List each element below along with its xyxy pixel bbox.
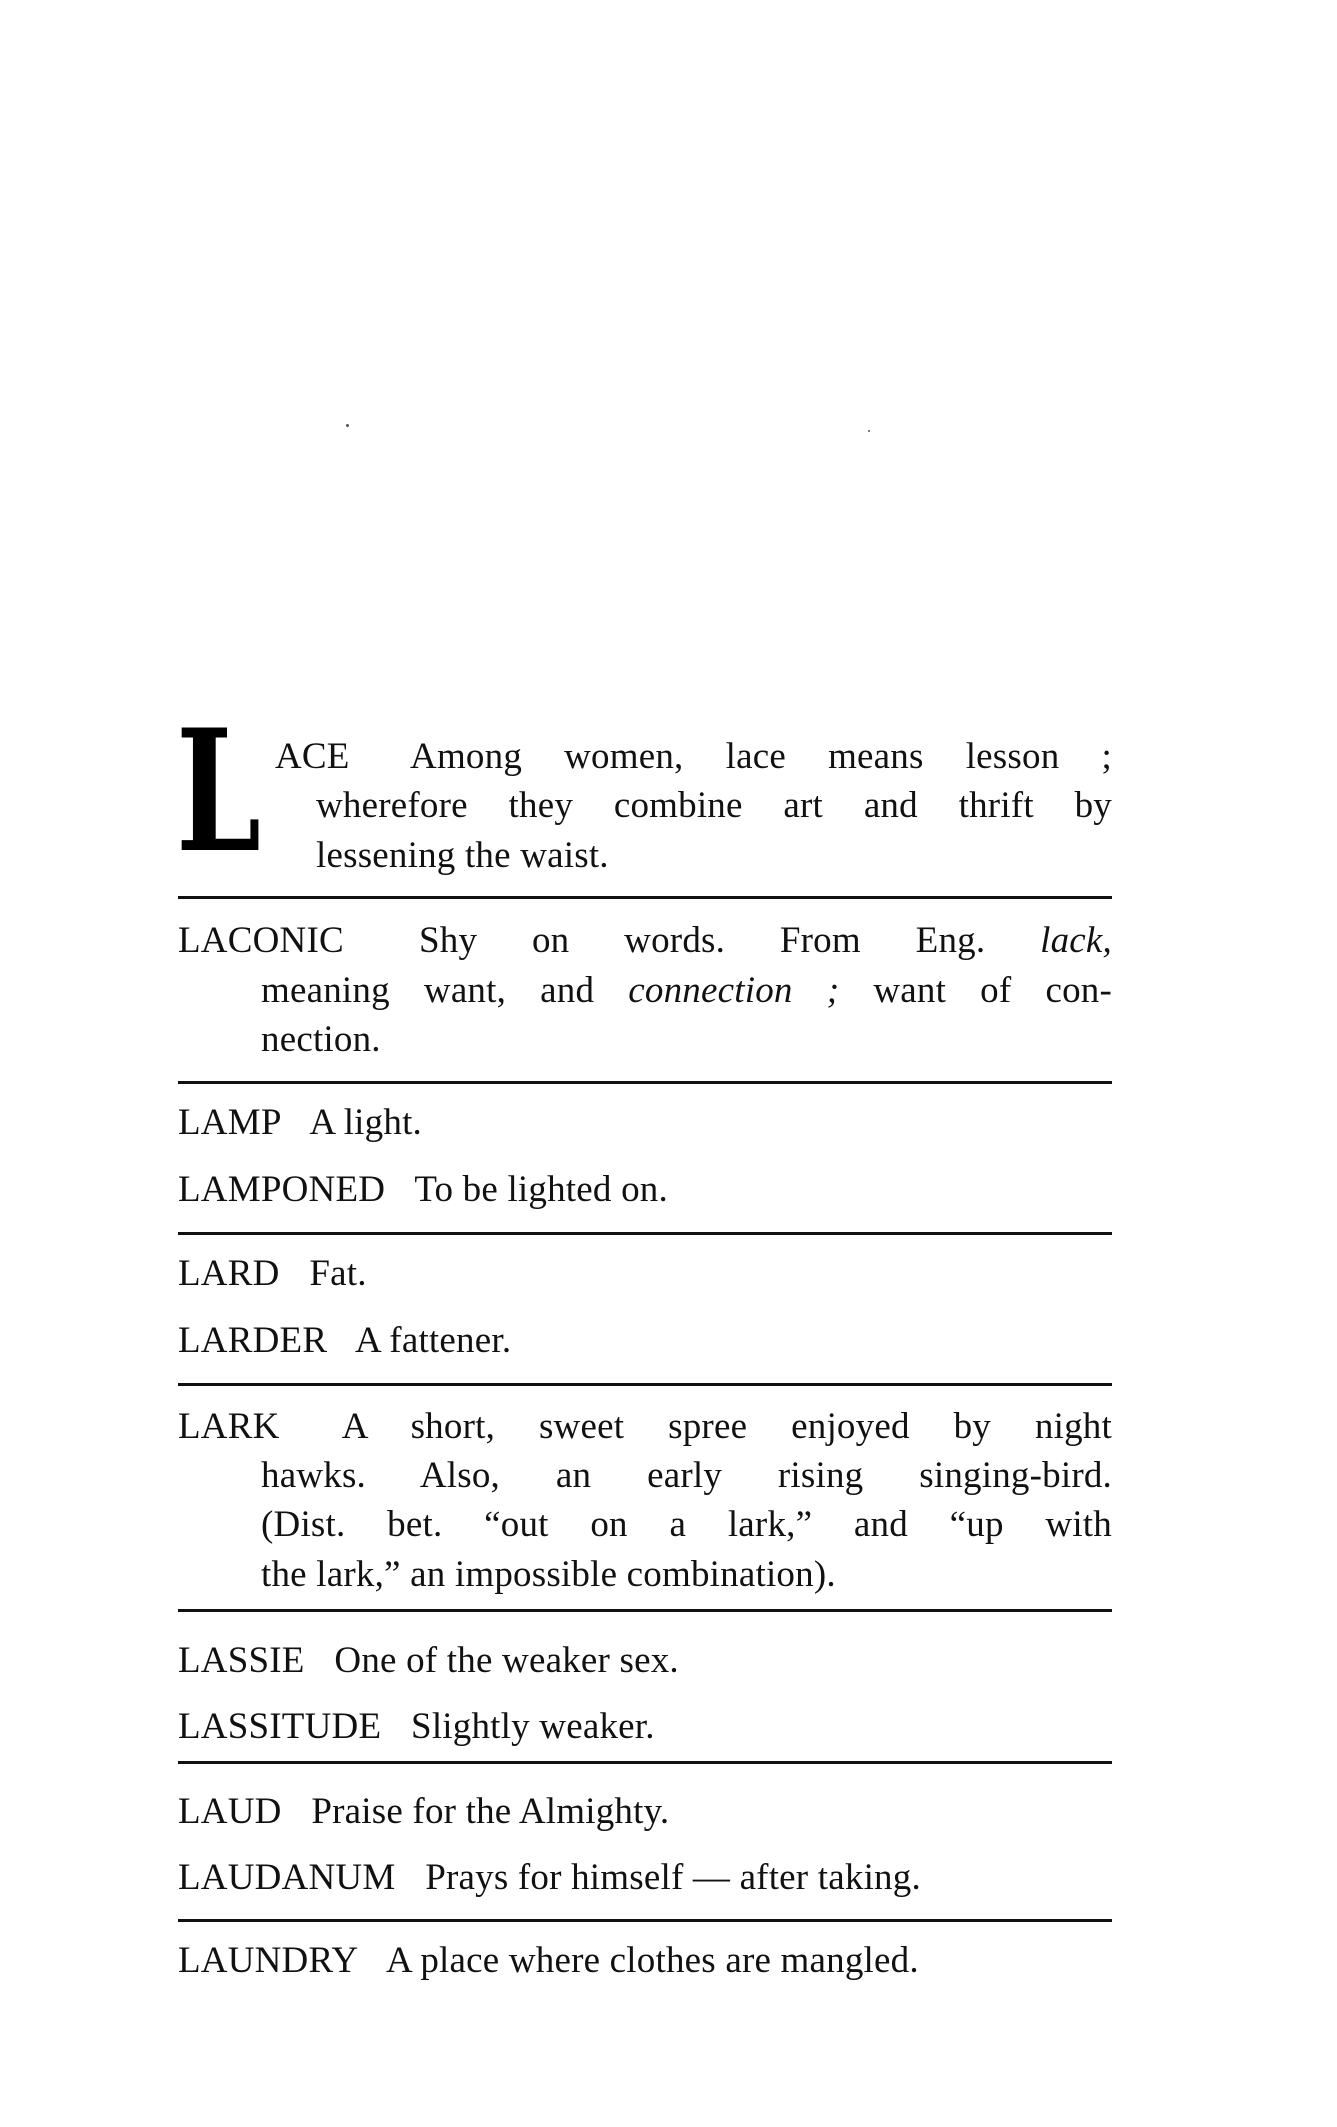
paper-speck xyxy=(346,424,349,427)
definition-text: want of con- xyxy=(839,970,1112,1011)
headword: LARDER xyxy=(178,1320,328,1361)
headword: LACONIC xyxy=(178,920,344,961)
section-divider xyxy=(178,1919,1112,1922)
entry-line xyxy=(275,732,1112,782)
section-divider xyxy=(178,1383,1112,1386)
definition-text: lessening the waist. xyxy=(316,835,609,876)
definition-text: meaning want, and xyxy=(261,970,629,1011)
definition-text: Fat. xyxy=(309,1253,367,1294)
entry-line xyxy=(178,916,1112,966)
definition-text: A fattener. xyxy=(354,1320,512,1361)
headword: LARD xyxy=(178,1253,280,1294)
headword: LAUD xyxy=(178,1791,282,1832)
entry-line xyxy=(178,1098,422,1148)
drop-cap-letter: L xyxy=(176,692,262,890)
entry-line xyxy=(261,1500,1112,1550)
entry-line xyxy=(261,1451,1112,1501)
definition-text: nection. xyxy=(261,1019,381,1060)
entry-line xyxy=(261,1015,381,1065)
headword: LAMP xyxy=(178,1102,282,1143)
section-divider xyxy=(178,1761,1112,1764)
definition-text: Shy on words. From Eng. xyxy=(419,920,1041,961)
entry-line xyxy=(178,1702,655,1752)
definition-text: A short, sweet spree enjoyed by night xyxy=(341,1406,1112,1447)
headword: LAMPONED xyxy=(178,1169,386,1210)
headword: LASSITUDE xyxy=(178,1706,382,1747)
definition-text: wherefore they combine art and thrift by xyxy=(316,785,1112,826)
definition-text: A place where clothes are mangled. xyxy=(386,1940,919,1981)
section-divider xyxy=(178,1232,1112,1235)
headword: ACE xyxy=(275,736,350,777)
definition-text: One of the weaker sex. xyxy=(334,1640,679,1681)
headword: LAUNDRY xyxy=(178,1940,359,1981)
entry-line xyxy=(261,966,1112,1016)
headword: LASSIE xyxy=(178,1640,305,1681)
definition-text: To be lighted on. xyxy=(414,1169,668,1210)
entry-line xyxy=(178,1402,1112,1452)
definition-text: Praise for the Almighty. xyxy=(311,1791,670,1832)
headword: LARK xyxy=(178,1406,280,1447)
definition-text: (Dist. bet. “out on a lark,” and “up with xyxy=(261,1504,1112,1545)
entry-line xyxy=(178,1636,679,1686)
entry-line xyxy=(178,1249,367,1299)
entry-line xyxy=(178,1165,668,1215)
italic-term: lack, xyxy=(1040,920,1112,961)
paper-speck xyxy=(868,430,870,432)
section-divider xyxy=(178,1081,1112,1084)
entry-line xyxy=(178,1936,919,1986)
definition-text: Among women, lace means lesson ; xyxy=(410,736,1112,777)
entry-line xyxy=(178,1316,511,1366)
definition-text: Slightly weaker. xyxy=(411,1706,655,1747)
definition-text: Prays for himself — after taking. xyxy=(425,1857,921,1898)
italic-term: connection ; xyxy=(628,970,840,1011)
headword: LAUDANUM xyxy=(178,1857,396,1898)
section-divider xyxy=(178,1609,1112,1612)
entry-line xyxy=(178,1853,921,1903)
definition-text: the lark,” an impossible combination). xyxy=(261,1554,836,1595)
entry-line xyxy=(178,1787,669,1837)
definition-text: A light. xyxy=(309,1102,422,1143)
section-divider xyxy=(178,896,1112,899)
entry-line xyxy=(261,1550,836,1600)
definition-text: hawks. Also, an early rising singing-bird. xyxy=(261,1455,1112,1496)
entry-line xyxy=(316,831,609,881)
entry-line xyxy=(316,781,1112,831)
